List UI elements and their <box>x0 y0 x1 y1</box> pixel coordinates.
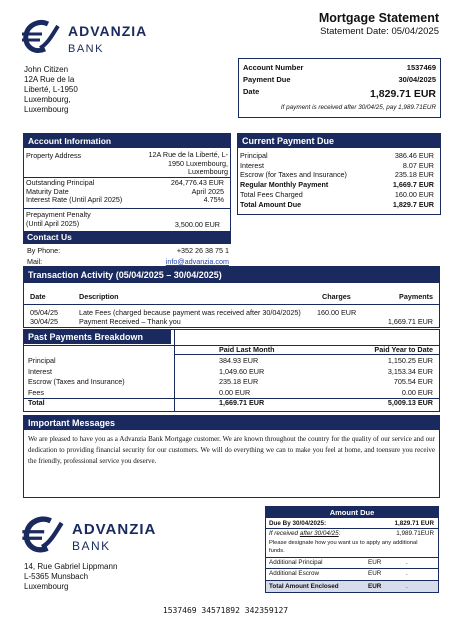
txn-date: 05/04/25 <box>30 308 58 317</box>
col-charges: Charges <box>322 292 351 301</box>
txn-date: 30/04/25 <box>30 317 58 326</box>
coupon-row-currency: EUR <box>368 559 382 566</box>
property-address-line: Luxembourg <box>188 167 228 176</box>
due-row <box>240 180 434 190</box>
messages-body: We are pleased to have you as a Advanzia Bank Mortgage customer. We are known throughout the country for the quality of our service and our dedication to providing financial security for our customers. We will do everything we can to make you feel at home, and toensure you receive the friendly, professional service you deserve. <box>28 435 435 465</box>
txn-payments: 1,669.71 EUR <box>387 317 433 326</box>
penalty-label: (Until April 2025) <box>26 219 80 228</box>
micr-line: 1537469 34571892 342359127 <box>162 606 289 615</box>
due-row-label: Escrow (for Taxes and Insurance) <box>240 170 347 180</box>
transaction-panel <box>23 266 440 328</box>
brand-name: ADVANZIA <box>68 23 148 39</box>
address-line: 12A Rue de la <box>24 75 75 84</box>
info-row-value: April 2025 <box>191 186 224 196</box>
bank-address-line: 14, Rue Gabriel Lippmann <box>24 562 118 571</box>
col-description: Description <box>79 292 119 301</box>
account-information-panel <box>23 133 231 233</box>
address-line: Liberté, L-1950 <box>24 85 78 94</box>
past-row-last: 0.00 EUR <box>219 387 251 397</box>
info-row-label: Interest Rate (Until April 2025) <box>26 195 123 204</box>
due-row <box>240 200 434 210</box>
email-link[interactable]: info@advanzia.com <box>165 257 229 266</box>
info-row-label: Outstanding Principal <box>26 178 95 187</box>
info-row-value: 4.75% <box>203 195 224 204</box>
past-row-label: Principal <box>28 356 56 365</box>
txn-desc: Payment Received – Thank you <box>79 317 181 326</box>
past-row-ytd: 5,009.13 EUR <box>387 398 433 407</box>
due-row-label: Principal <box>240 151 268 160</box>
info-row-value: 264,776.43 EUR <box>170 178 224 187</box>
euro-logo-icon <box>18 18 62 56</box>
current-payment-title: Current Payment Due <box>238 134 440 148</box>
due-row-value: 8.07 EUR <box>402 160 434 170</box>
txn-desc: Late Fees (charged because payment was received after 30/04/2025) <box>79 308 301 317</box>
due-row-value: 235.18 EUR <box>394 170 434 180</box>
phone-label: By Phone: <box>27 246 61 255</box>
property-address-line: 1950 Luxembourg, <box>168 158 228 168</box>
col-payments: Payments <box>399 292 433 301</box>
penalty-label: Prepayment Penalty <box>26 210 91 219</box>
coupon-due-label: Due By 30/04/2025: <box>269 520 327 527</box>
col-paid-ytd: Paid Year to Date <box>374 345 433 354</box>
past-row-label: Escrow (Taxes and Insurance) <box>28 377 125 386</box>
coupon-title: Amount Due <box>266 507 438 518</box>
past-row-label: Interest <box>28 366 52 376</box>
coupon-row-input[interactable]: . <box>406 559 408 566</box>
euro-logo-icon <box>18 514 66 556</box>
due-row-label: Interest <box>240 160 264 170</box>
due-row-value: 160.00 EUR <box>394 189 434 199</box>
contact-title: Contact Us <box>23 231 231 244</box>
address-line: John Citizen <box>24 65 69 74</box>
brand-sub: BANK <box>72 539 111 553</box>
address-line: Luxembourg <box>24 105 69 114</box>
account-number-value: 1537469 <box>406 63 436 72</box>
account-information-title: Account Information <box>24 134 230 148</box>
col-date: Date <box>30 292 46 301</box>
statement-date: Statement Date: 05/04/2025 <box>320 26 439 37</box>
bank-address-line: L-5365 Munsbach <box>24 572 89 581</box>
due-row-label: Regular Monthly Payment <box>240 180 329 190</box>
payment-due-label: Payment Due <box>243 75 291 84</box>
col-paid-last-month: Paid Last Month <box>219 345 275 354</box>
late-payment-note: If payment is received after 30/04/25, pay 1,989.71EUR <box>280 104 436 111</box>
coupon-total-input[interactable]: . <box>406 583 408 590</box>
past-row-last: 1,049.60 EUR <box>219 366 265 376</box>
property-address-label: Property Address <box>26 151 82 160</box>
past-row-ytd: 0.00 EUR <box>401 387 433 397</box>
coupon-row-label: Additional Escrow <box>269 570 320 577</box>
address-line: Luxembourg, <box>24 95 71 104</box>
amount-due-value: 1,829.71 EUR <box>370 88 436 100</box>
payment-due-value: 30/04/2025 <box>398 75 436 84</box>
contact-panel <box>23 231 231 267</box>
info-row-label: Maturity Date <box>26 186 69 196</box>
past-row-ytd: 1,150.25 EUR <box>387 356 433 365</box>
due-row-value: 386.46 EUR <box>394 151 434 160</box>
coupon-late-text: If received <box>269 530 300 537</box>
due-row <box>240 170 434 180</box>
coupon-total-currency: EUR <box>368 583 382 590</box>
penalty-value: 3,500.00 EUR <box>174 220 220 229</box>
due-row <box>240 190 434 200</box>
brand-name: ADVANZIA <box>72 521 157 538</box>
coupon-late-value: 1,989.71EUR <box>396 530 434 537</box>
due-row <box>240 161 434 171</box>
past-row-last: 384.93 EUR <box>219 356 259 365</box>
account-number-label: Account Number <box>243 63 304 72</box>
past-row-label: Fees <box>28 387 44 397</box>
date-label: Date <box>243 87 260 96</box>
coupon-row-currency: EUR <box>368 570 382 577</box>
bank-address <box>24 562 117 592</box>
coupon-total-label: Total Amount Enclosed <box>269 583 339 590</box>
statement-summary <box>238 58 441 118</box>
past-row-ytd: 3,153.34 EUR <box>387 366 433 376</box>
payment-coupon <box>265 506 439 593</box>
coupon-row-label: Additional Principal <box>269 559 323 566</box>
property-address-line: 12A Rue de la Liberté, L- <box>148 150 228 159</box>
coupon-late-colon: : <box>338 530 341 537</box>
past-payments-title: Past Payments Breakdown <box>24 330 171 344</box>
page-title: Mortgage Statement <box>318 11 439 25</box>
bank-logo <box>18 18 148 58</box>
past-row-last: 1,669.71 EUR <box>219 398 265 407</box>
past-row-last: 235.18 EUR <box>219 377 259 386</box>
due-row-label: Total Fees Charged <box>240 189 303 199</box>
due-row-value: 1,669.7 EUR <box>392 180 434 190</box>
past-row-label: Total <box>28 398 45 407</box>
messages-title: Important Messages <box>24 416 439 430</box>
txn-charges: 160.00 EUR <box>317 308 357 317</box>
coupon-late-label <box>269 530 340 537</box>
phone-value[interactable]: +352 26 38 75 1 <box>176 246 229 255</box>
past-payments-panel <box>23 329 440 412</box>
bank-address-line: Luxembourg <box>24 582 69 591</box>
messages-panel <box>23 415 440 498</box>
coupon-due-value: 1,829.71 EUR <box>394 520 434 527</box>
due-row <box>240 151 434 161</box>
bank-logo-footer <box>18 514 157 558</box>
customer-address <box>24 65 78 115</box>
coupon-note: Please designate how you want us to apply any additional funds. <box>269 540 418 554</box>
due-row-value: 1,829.7 EUR <box>392 199 434 209</box>
due-row-label: Total Amount Due <box>240 199 302 209</box>
brand-sub: BANK <box>68 43 104 55</box>
transaction-title: Transaction Activity (05/04/2025 – 30/04/2025) <box>24 267 439 283</box>
coupon-row-input[interactable]: . <box>406 570 408 577</box>
past-row-ytd: 705.54 EUR <box>393 377 433 386</box>
mail-label: Mail: <box>27 257 43 266</box>
current-payment-panel <box>237 133 441 215</box>
coupon-late-date: after 30/04/25 <box>299 530 339 537</box>
